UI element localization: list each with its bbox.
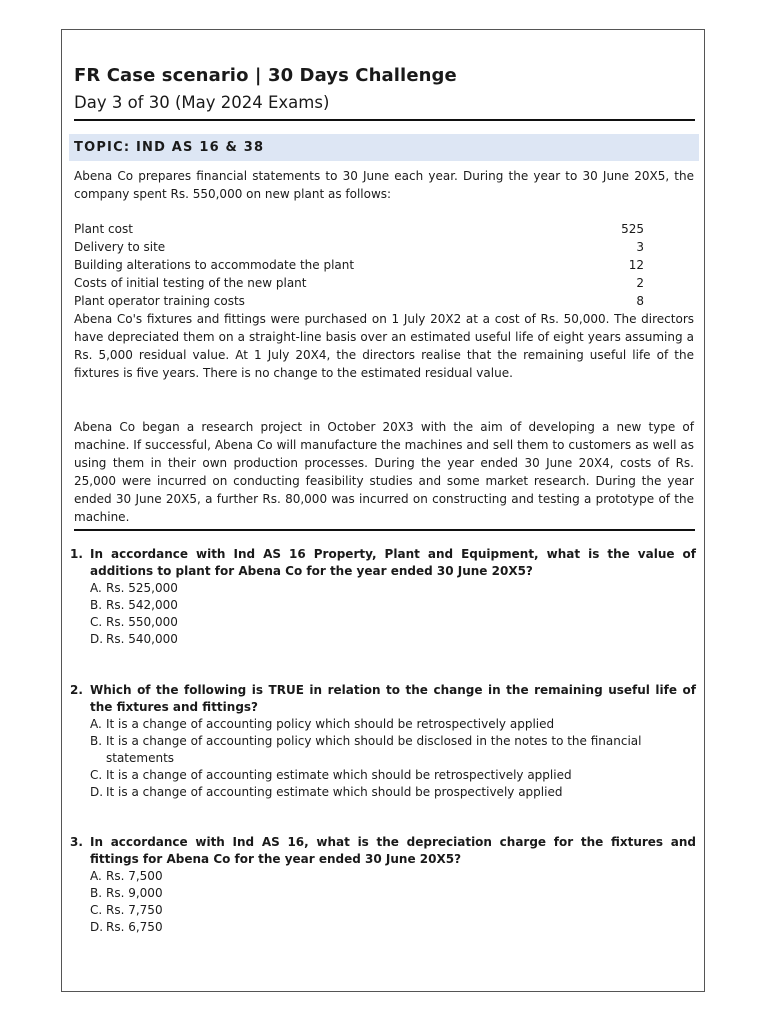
option-text: It is a change of accounting estimate which should be prospectively applied (106, 785, 563, 799)
option-letter: B. (90, 886, 103, 900)
option-d (90, 919, 696, 936)
option-d (90, 784, 696, 801)
cost-value: 8 (636, 294, 644, 308)
option-text: Rs. 542,000 (106, 598, 178, 612)
options-list (90, 868, 696, 936)
option-text: Rs. 9,000 (106, 886, 163, 900)
header-divider (74, 119, 695, 121)
question-text: In accordance with Ind AS 16 Property, Plant and Equipment, what is the value of additions to plant for Abena Co for the year ended 30 June 20X5? (90, 547, 696, 578)
intro-paragraph: Abena Co prepares financial statements to 30 June each year. During the year to 30 June 20X5, the company spent Rs. 550,000 on new plant as follows: (74, 169, 694, 201)
option-text: Rs. 525,000 (106, 581, 178, 595)
option-a (90, 580, 696, 597)
fixtures-paragraph: Abena Co's fixtures and fittings were purchased on 1 July 20X2 at a cost of Rs. 50,000. The directors have depreciated them on a straight-line basis over an estimated useful life of eight years assuming a Rs. 5,000 residual value. At 1 July 20X4, the directors realise that the remaining useful life of the fixtures is five years. There is no change to the estimated residual value. (74, 312, 694, 380)
cost-row (74, 292, 644, 310)
question-heading (70, 834, 696, 868)
option-letter: C. (90, 615, 103, 629)
option-letter: A. (90, 869, 102, 883)
research-paragraph: Abena Co began a research project in October 20X3 with the aim of developing a new type of machine. If successful, Abena Co will manufacture the machines and sell them to customers as well as using them in their own production processes. During the year ended 30 June 20X4, costs of Rs. 25,000 were incurred on conducting feasibility studies and some market research. During the year ended 30 June 20X5, a further Rs. 80,000 was incurred on constructing and testing a prototype of the machine. (74, 420, 694, 524)
option-text: Rs. 6,750 (106, 920, 163, 934)
page-subtitle: Day 3 of 30 (May 2024 Exams) (74, 93, 330, 112)
cost-label: Delivery to site (74, 240, 166, 254)
option-text: Rs. 540,000 (106, 632, 178, 646)
question-3 (70, 834, 696, 936)
cost-row (74, 220, 644, 238)
cost-label: Costs of initial testing of the new plant (74, 276, 307, 290)
question-heading (70, 682, 696, 716)
option-letter: C. (90, 768, 103, 782)
option-a (90, 868, 696, 885)
option-b (90, 733, 696, 767)
option-text: It is a change of accounting estimate which should be retrospectively applied (106, 768, 572, 782)
option-a (90, 716, 696, 733)
question-number: 2. (70, 683, 83, 697)
question-text: Which of the following is TRUE in relation to the change in the remaining useful life of the fixtures and fittings? (90, 683, 696, 714)
option-letter: A. (90, 581, 102, 595)
option-b (90, 885, 696, 902)
page-title: FR Case scenario | 30 Days Challenge (74, 65, 457, 86)
option-letter: D. (90, 785, 104, 799)
option-text: It is a change of accounting policy which should be disclosed in the notes to the financial statements (106, 734, 642, 765)
option-letter: D. (90, 920, 104, 934)
option-text: Rs. 7,500 (106, 869, 163, 883)
option-letter: A. (90, 717, 102, 731)
question-number: 3. (70, 835, 83, 849)
document-page (61, 29, 705, 992)
cost-row (74, 256, 644, 274)
option-c (90, 614, 696, 631)
section-divider (74, 529, 695, 531)
cost-label: Plant cost (74, 222, 133, 236)
option-b (90, 597, 696, 614)
question-number: 1. (70, 547, 83, 561)
options-list (90, 580, 696, 648)
cost-value: 3 (636, 240, 644, 254)
option-letter: C. (90, 903, 103, 917)
option-letter: D. (90, 632, 104, 646)
option-d (90, 631, 696, 648)
option-letter: B. (90, 734, 103, 748)
cost-value: 525 (621, 222, 644, 236)
option-text: It is a change of accounting policy which should be retrospectively applied (106, 717, 555, 731)
option-c (90, 902, 696, 919)
option-letter: B. (90, 598, 103, 612)
topic-banner: TOPIC: IND AS 16 & 38 (69, 134, 699, 161)
cost-label: Plant operator training costs (74, 294, 245, 308)
cost-value: 2 (636, 276, 644, 290)
cost-row (74, 238, 644, 256)
cost-table (74, 220, 644, 310)
cost-label: Building alterations to accommodate the plant (74, 258, 355, 272)
option-text: Rs. 550,000 (106, 615, 178, 629)
question-heading (70, 546, 696, 580)
question-text: In accordance with Ind AS 16, what is the depreciation charge for the fixtures and fittings for Abena Co for the year ended 30 June 20X5? (90, 835, 696, 866)
option-text: Rs. 7,750 (106, 903, 163, 917)
option-c (90, 767, 696, 784)
cost-value: 12 (628, 258, 644, 272)
cost-row (74, 274, 644, 292)
question-1 (70, 546, 696, 648)
options-list (90, 716, 696, 801)
question-2 (70, 682, 696, 801)
